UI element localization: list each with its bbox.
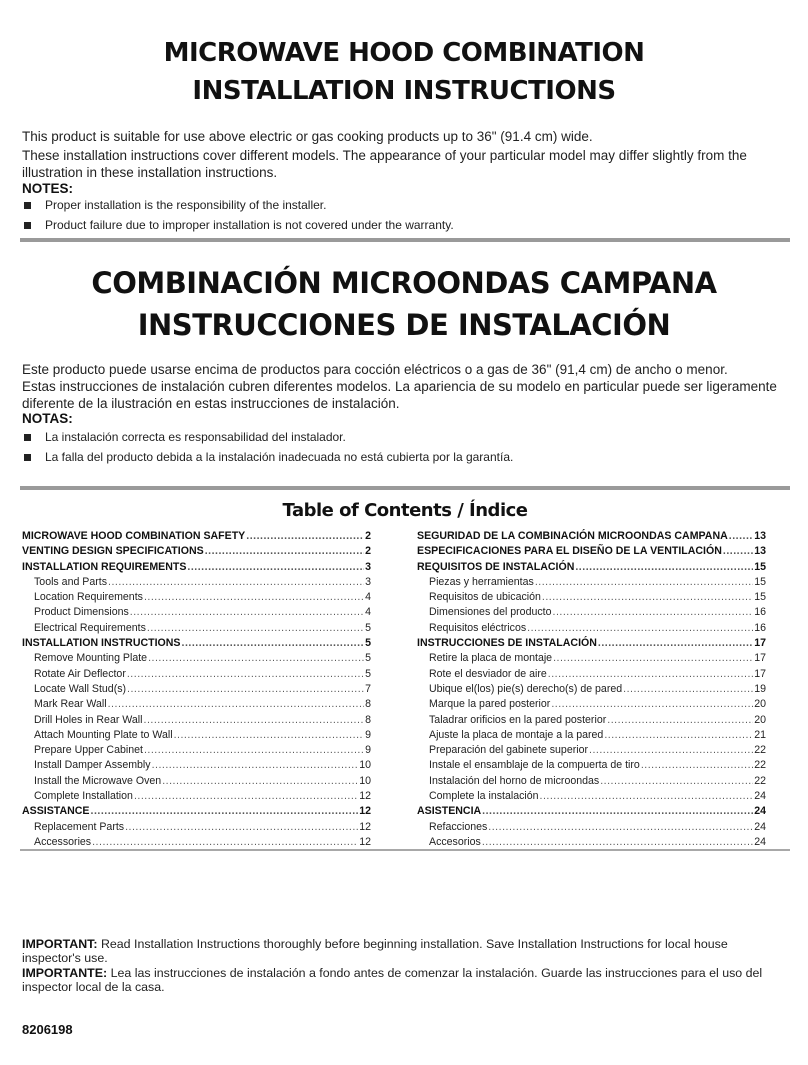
toc-entry-page: 21 [754, 728, 766, 741]
toc-entry-label: Remove Mounting Plate [34, 652, 148, 665]
toc-entry[interactable] [22, 606, 371, 621]
toc-entry-label: INSTALLATION REQUIREMENTS [22, 560, 187, 573]
toc-entry[interactable] [22, 668, 371, 683]
toc-leader-dots [152, 759, 359, 771]
toc-entry[interactable] [417, 775, 766, 790]
importante-label: IMPORTANTE: [22, 966, 108, 980]
section-divider [20, 486, 790, 490]
toc-entry-label: Dimensiones del producto [429, 606, 552, 619]
toc-entry-page: 8 [365, 698, 371, 711]
toc-leader-dots [607, 714, 753, 726]
toc-entry-page: 20 [754, 698, 766, 711]
toc-entry[interactable] [417, 545, 766, 560]
english-note-text: Proper installation is the responsibility of the installer. [45, 198, 327, 212]
toc-leader-dots [488, 821, 753, 833]
toc-entry-page: 19 [754, 682, 766, 695]
toc-entry-label: Complete Installation [34, 790, 133, 803]
toc-entry-page: 15 [754, 591, 766, 604]
toc-entry-page: 12 [359, 790, 371, 803]
bullet-square-icon [24, 434, 31, 441]
toc-entry-label: Instale el ensamblaje de la compuerta de tiro [429, 759, 640, 772]
english-models-note: These installation instructions cover different models. The appearance of your particular model may differ slightly from the illustration in these installation instructions. [22, 148, 747, 180]
toc-entry-label: Marque la pared posterior [429, 698, 551, 711]
toc-leader-dots [127, 683, 364, 695]
toc-entry[interactable] [22, 790, 371, 805]
spanish-notes-label: NOTAS: [22, 411, 73, 426]
section-divider [20, 849, 790, 851]
toc-leader-dots [144, 744, 364, 756]
toc-entry[interactable] [417, 744, 766, 759]
important-english [22, 937, 788, 965]
toc-entry-page: 3 [365, 575, 371, 588]
toc-entry-page: 17 [754, 637, 766, 650]
toc-entry-page: 16 [754, 606, 766, 619]
toc-entry-page: 2 [365, 545, 371, 558]
bullet-square-icon [24, 222, 31, 229]
toc-entry[interactable] [22, 683, 371, 698]
toc-entry-label: Accessories [34, 835, 92, 848]
toc-entry[interactable] [417, 591, 766, 606]
toc-leader-dots [187, 561, 364, 573]
important-text: Read Installation Instructions thoroughly before beginning installation. Save Installation Instructions for local house inspector's use. [22, 937, 728, 965]
toc-entry-page: 4 [365, 591, 371, 604]
toc-entry-page: 13 [754, 545, 766, 558]
toc-entry-page: 10 [359, 774, 371, 787]
toc-entry-page: 22 [754, 744, 766, 757]
toc-leader-dots [134, 790, 358, 802]
toc-leader-dots [482, 805, 753, 817]
toc-entry-label: Refacciones [429, 820, 488, 833]
toc-entry-page: 9 [365, 744, 371, 757]
toc-leader-dots [589, 744, 753, 756]
toc-entry-label: INSTRUCCIONES DE INSTALACIÓN [417, 637, 597, 650]
bullet-square-icon [24, 454, 31, 461]
toc-entry-page: 24 [754, 820, 766, 833]
toc-leader-dots [148, 652, 364, 664]
toc-entry-page: 12 [359, 820, 371, 833]
toc-entry-page: 20 [754, 713, 766, 726]
toc-entry-label: Mark Rear Wall [34, 698, 107, 711]
toc-entry[interactable] [417, 668, 766, 683]
toc-entry[interactable] [417, 683, 766, 698]
toc-entry-label: Install Damper Assembly [34, 759, 151, 772]
toc-entry[interactable] [22, 545, 371, 560]
toc-entry-page: 10 [359, 759, 371, 772]
spanish-note-text: La instalación correcta es responsabilidad del instalador. [45, 430, 346, 444]
document-number: 8206198 [22, 1022, 73, 1037]
toc-entry-label: ASISTENCIA [417, 805, 482, 818]
toc-leader-dots [147, 622, 364, 634]
importante-text: Lea las instrucciones de instalación a fondo antes de comenzar la instalación. Guarde las instrucciones para el uso del inspector local de la casa. [22, 966, 763, 994]
toc-entry[interactable] [417, 606, 766, 621]
toc-leader-dots [91, 805, 359, 817]
toc-entry[interactable] [417, 698, 766, 713]
toc-entry-label: Tools and Parts [34, 575, 108, 588]
toc-entry-label: Ajuste la placa de montaje a la pared [429, 728, 604, 741]
toc-entry-label: Accesorios [429, 835, 481, 848]
toc-leader-dots [623, 683, 753, 695]
toc-entry[interactable] [22, 759, 371, 774]
toc-entry-page: 5 [365, 652, 371, 665]
toc-entry[interactable] [417, 637, 766, 652]
toc-title: Table of Contents / Índice [282, 500, 528, 521]
important-spanish [22, 966, 788, 994]
toc-entry-page: 5 [365, 667, 371, 680]
toc-entry-page: 8 [365, 713, 371, 726]
toc-entry-label: INSTALLATION INSTRUCTIONS [22, 637, 181, 650]
toc-leader-dots [575, 561, 753, 573]
toc-entry[interactable] [22, 530, 371, 545]
spanish-note-item [24, 450, 513, 464]
toc-leader-dots [604, 729, 753, 741]
toc-entry-page: 9 [365, 728, 371, 741]
toc-entry[interactable] [22, 561, 371, 576]
toc-entry-page: 12 [359, 805, 371, 818]
toc-entry[interactable] [22, 805, 371, 820]
toc-entry-label: Rotate Air Deflector [34, 667, 126, 680]
toc-entry-page: 5 [365, 621, 371, 634]
toc-entry[interactable] [22, 652, 371, 667]
toc-entry-label: Preparación del gabinete superior [429, 744, 589, 757]
toc-entry-label: Attach Mounting Plate to Wall [34, 728, 173, 741]
toc-entry-page: 24 [754, 805, 766, 818]
spanish-title-line1: COMBINACIÓN MICROONDAS CAMPANA [91, 266, 717, 300]
toc-leader-dots [551, 698, 753, 710]
toc-entry-label: Rote el desviador de aire [429, 667, 547, 680]
toc-entry-label: Ubique el(los) pie(s) derecho(s) de pared [429, 682, 623, 695]
toc-entry-page: 12 [359, 835, 371, 848]
toc-leader-dots [205, 545, 364, 557]
toc-leader-dots [553, 606, 754, 618]
toc-entry[interactable] [22, 775, 371, 790]
english-intro: This product is suitable for use above electric or gas cooking products up to 36" (91.4 cm) wide. [22, 129, 593, 144]
toc-leader-dots [723, 545, 753, 557]
toc-leader-dots [108, 576, 364, 588]
toc-leader-dots [144, 714, 365, 726]
toc-leader-dots [162, 775, 358, 787]
toc-leader-dots [246, 530, 364, 542]
toc-entry-page: 13 [754, 530, 766, 542]
toc-entry-label: Requisitos eléctricos [429, 621, 527, 634]
english-notes-label: NOTES: [22, 181, 74, 196]
english-title-line1: MICROWAVE HOOD COMBINATION [163, 38, 645, 68]
toc-entry-page: 5 [365, 637, 371, 650]
toc-entry-label: Piezas y herramientas [429, 575, 534, 588]
toc-entry-label: SEGURIDAD DE LA COMBINACIÓN MICROONDAS CAMPANA [417, 530, 728, 542]
toc-leader-dots [482, 836, 753, 848]
toc-entry-page: 2 [365, 530, 371, 542]
toc-entry-label: Replacement Parts [34, 820, 125, 833]
toc-entry-page: 17 [754, 652, 766, 665]
toc-entry-page: 22 [754, 759, 766, 772]
toc-leader-dots [548, 668, 753, 680]
toc-entry-label: REQUISITOS DE INSTALACIÓN [417, 560, 575, 573]
toc-entry-label: Locate Wall Stud(s) [34, 682, 127, 695]
toc-leader-dots [182, 637, 365, 649]
toc-entry[interactable] [22, 729, 371, 744]
toc-entry-page: 7 [365, 682, 371, 695]
spanish-models-note: Estas instrucciones de instalación cubren diferentes modelos. La apariencia de su modelo en particular puede ser ligeramente diferente de la ilustración en estas instrucciones de instalación. [22, 379, 777, 411]
toc-english-column [22, 530, 371, 851]
section-divider [20, 238, 790, 242]
toc-entry[interactable] [417, 821, 766, 836]
english-note-item [24, 218, 454, 232]
toc-entry[interactable] [22, 714, 371, 729]
toc-entry[interactable] [417, 561, 766, 576]
toc-leader-dots [174, 729, 365, 741]
toc-leader-dots [108, 698, 364, 710]
toc-entry-page: 16 [754, 621, 766, 634]
important-label: IMPORTANT: [22, 937, 98, 951]
toc-leader-dots [553, 652, 753, 664]
toc-entry-label: Taladrar orificios en la pared posterior [429, 713, 607, 726]
toc-leader-dots [600, 775, 753, 787]
toc-entry[interactable] [417, 805, 766, 820]
toc-entry-label: Product Dimensions [34, 606, 129, 619]
english-title [20, 34, 788, 110]
toc-entry[interactable] [22, 576, 371, 591]
toc-leader-dots [125, 821, 358, 833]
toc-leader-dots [598, 637, 753, 649]
toc-entry[interactable] [22, 591, 371, 606]
toc-entry-label: VENTING DESIGN SPECIFICATIONS [22, 545, 204, 558]
toc-entry-page: 3 [365, 560, 371, 573]
toc-entry-label: Instalación del horno de microondas [429, 774, 600, 787]
toc-entry[interactable] [417, 576, 766, 591]
toc-entry[interactable] [417, 790, 766, 805]
toc-leader-dots [144, 591, 364, 603]
toc-entry[interactable] [22, 744, 371, 759]
toc-entry-label: MICROWAVE HOOD COMBINATION SAFETY [22, 530, 246, 542]
toc-entry-label: ASSISTANCE [22, 805, 90, 818]
toc-entry-label: Complete la instalación [429, 790, 539, 803]
toc-entry[interactable] [22, 698, 371, 713]
toc-entry-page: 4 [365, 606, 371, 619]
toc-spanish-column [417, 530, 766, 851]
english-note-item [24, 198, 326, 212]
toc-entry-label: Requisitos de ubicación [429, 591, 541, 604]
toc-leader-dots [92, 836, 358, 848]
bullet-square-icon [24, 202, 31, 209]
toc-leader-dots [729, 530, 753, 542]
english-note-text: Product failure due to improper installation is not covered under the warranty. [45, 218, 454, 232]
spanish-title-line2: INSTRUCCIONES DE INSTALACIÓN [137, 308, 671, 342]
toc-entry-page: 17 [754, 667, 766, 680]
toc-entry[interactable] [417, 729, 766, 744]
toc-leader-dots [641, 759, 753, 771]
toc-entry[interactable] [417, 714, 766, 729]
toc-entry-page: 15 [754, 560, 766, 573]
toc-entry[interactable] [22, 637, 371, 652]
toc-leader-dots [527, 622, 753, 634]
toc-entry-label: Prepare Upper Cabinet [34, 744, 143, 757]
toc-leader-dots [127, 668, 364, 680]
toc-entry[interactable] [417, 652, 766, 667]
toc-entry-label: Electrical Requirements [34, 621, 146, 634]
toc-entry[interactable] [417, 622, 766, 637]
toc-entry-label: Location Requirements [34, 591, 143, 604]
toc-entry-label: Drill Holes in Rear Wall [34, 713, 143, 726]
toc-leader-dots [540, 790, 754, 802]
spanish-note-item [24, 430, 346, 444]
toc-entry-page: 24 [754, 790, 766, 803]
english-title-line2: INSTALLATION INSTRUCTIONS [192, 76, 616, 106]
spanish-intro: Este producto puede usarse encima de productos para cocción eléctricos o a gas de 36" (91,4 cm) de ancho o menor. [22, 362, 728, 377]
toc-entry-page: 24 [754, 835, 766, 848]
toc-leader-dots [535, 576, 753, 588]
toc-leader-dots [130, 606, 364, 618]
toc-entry-label: ESPECIFICACIONES PARA EL DISEÑO DE LA VENTILACIÓN [417, 545, 722, 558]
toc-entry[interactable] [417, 530, 766, 545]
toc-entry[interactable] [417, 759, 766, 774]
toc-entry-page: 15 [754, 575, 766, 588]
toc-entry-label: Retire la placa de montaje [429, 652, 553, 665]
spanish-note-text: La falla del producto debida a la instalación inadecuada no está cubierta por la garantía. [45, 450, 514, 464]
toc-leader-dots [542, 591, 753, 603]
toc-entry-label: Install the Microwave Oven [34, 774, 162, 787]
spanish-title [20, 262, 788, 346]
toc-entry[interactable] [22, 622, 371, 637]
toc-entry-page: 22 [754, 774, 766, 787]
toc-entry[interactable] [22, 821, 371, 836]
